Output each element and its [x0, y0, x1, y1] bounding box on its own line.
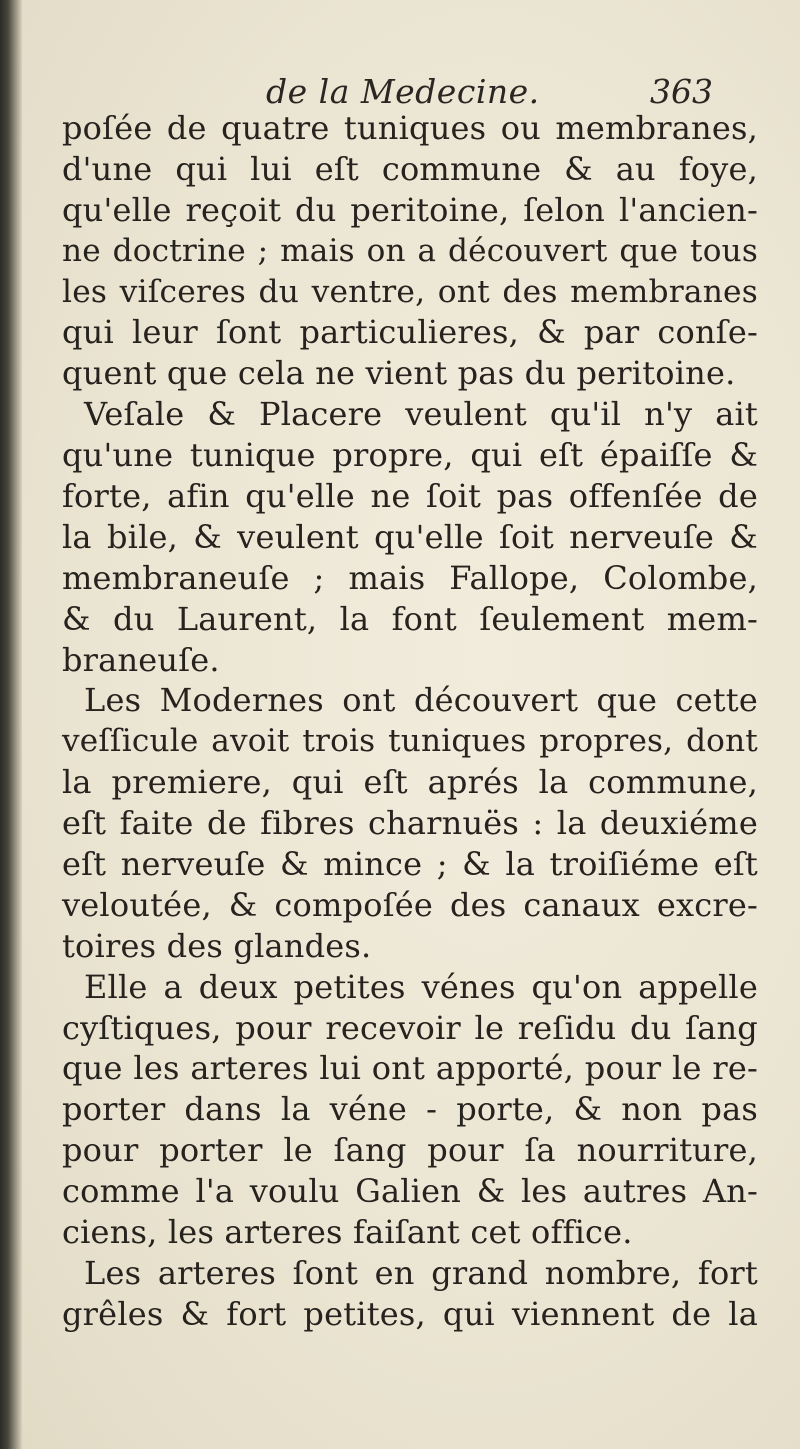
text-line: Les arteres ſont en grand nombre, fort [84, 1253, 758, 1292]
text-line: cyſtiques, pour recevoir le reſidu du ſang [62, 1008, 758, 1047]
book-binding-shadow [0, 0, 22, 1449]
text-line: & du Laurent, la font ſeulement mem- [62, 599, 758, 638]
text-line: veloutée, & compoſée des canaux excre- [62, 885, 758, 924]
text-line: veſſicule avoit trois tuniques propres, dont [62, 723, 758, 760]
text-line: les viſceres du ventre, ont des membranes [62, 273, 758, 310]
text-line: forte, afin qu'elle ne ſoit pas offenſée de [62, 477, 758, 516]
text-line: Les Modernes ont découvert que cette [84, 681, 758, 720]
text-line: poſée de quatre tuniques ou membranes, [62, 109, 758, 147]
text-line: comme l'a voulu Galien & les autres An- [62, 1172, 758, 1211]
body-text [62, 108, 758, 1335]
text-line: grêles & fort petites, qui viennent de la [62, 1294, 758, 1333]
text-line: qu'une tunique propre, qui eſt épaiſſe & [62, 436, 758, 475]
text-line: la premiere, qui eſt aprés la commune, [62, 763, 758, 802]
text-line: porter dans la véne - porte, & non pas [62, 1090, 758, 1129]
text-line: d'une qui lui eſt commune & au foye, [62, 149, 758, 188]
book-page [22, 0, 800, 1449]
text-line: la bile, & veulent qu'elle ſoit nerveuſe & [62, 517, 758, 556]
text-line: qui leur ſont particulieres, & par conſe- [62, 313, 758, 352]
running-title: de la Medecine. [266, 72, 540, 111]
text-line: quent que cela ne vient pas du peritoine. [62, 354, 736, 393]
text-line: membraneuſe ; mais Fallope, Colombe, [62, 558, 758, 597]
text-line: ne doctrine ; mais on a découvert que tous [62, 232, 758, 269]
text-line: qu'elle reçoit du peritoine, ſelon l'ancien- [62, 190, 758, 229]
text-line: toires des glandes. [62, 926, 372, 965]
text-line: braneuſe. [62, 640, 220, 679]
text-line: ciens, les arteres faiſant cet office. [62, 1213, 633, 1252]
text-line: eſt nerveuſe & mince ; & la troiſiéme eſt [62, 845, 758, 884]
text-line: que les arteres lui ont apporté, pour le re- [62, 1049, 758, 1088]
text-line: eſt faite de fibres charnuës : la deuxiéme [62, 804, 758, 843]
page-number: 363 [650, 72, 713, 111]
text-line: Veſale & Placere veulent qu'il n'y ait [84, 395, 758, 434]
text-line: Elle a deux petites vénes qu'on appelle [84, 967, 758, 1006]
text-line: pour porter le ſang pour ſa nourriture, [62, 1131, 758, 1170]
